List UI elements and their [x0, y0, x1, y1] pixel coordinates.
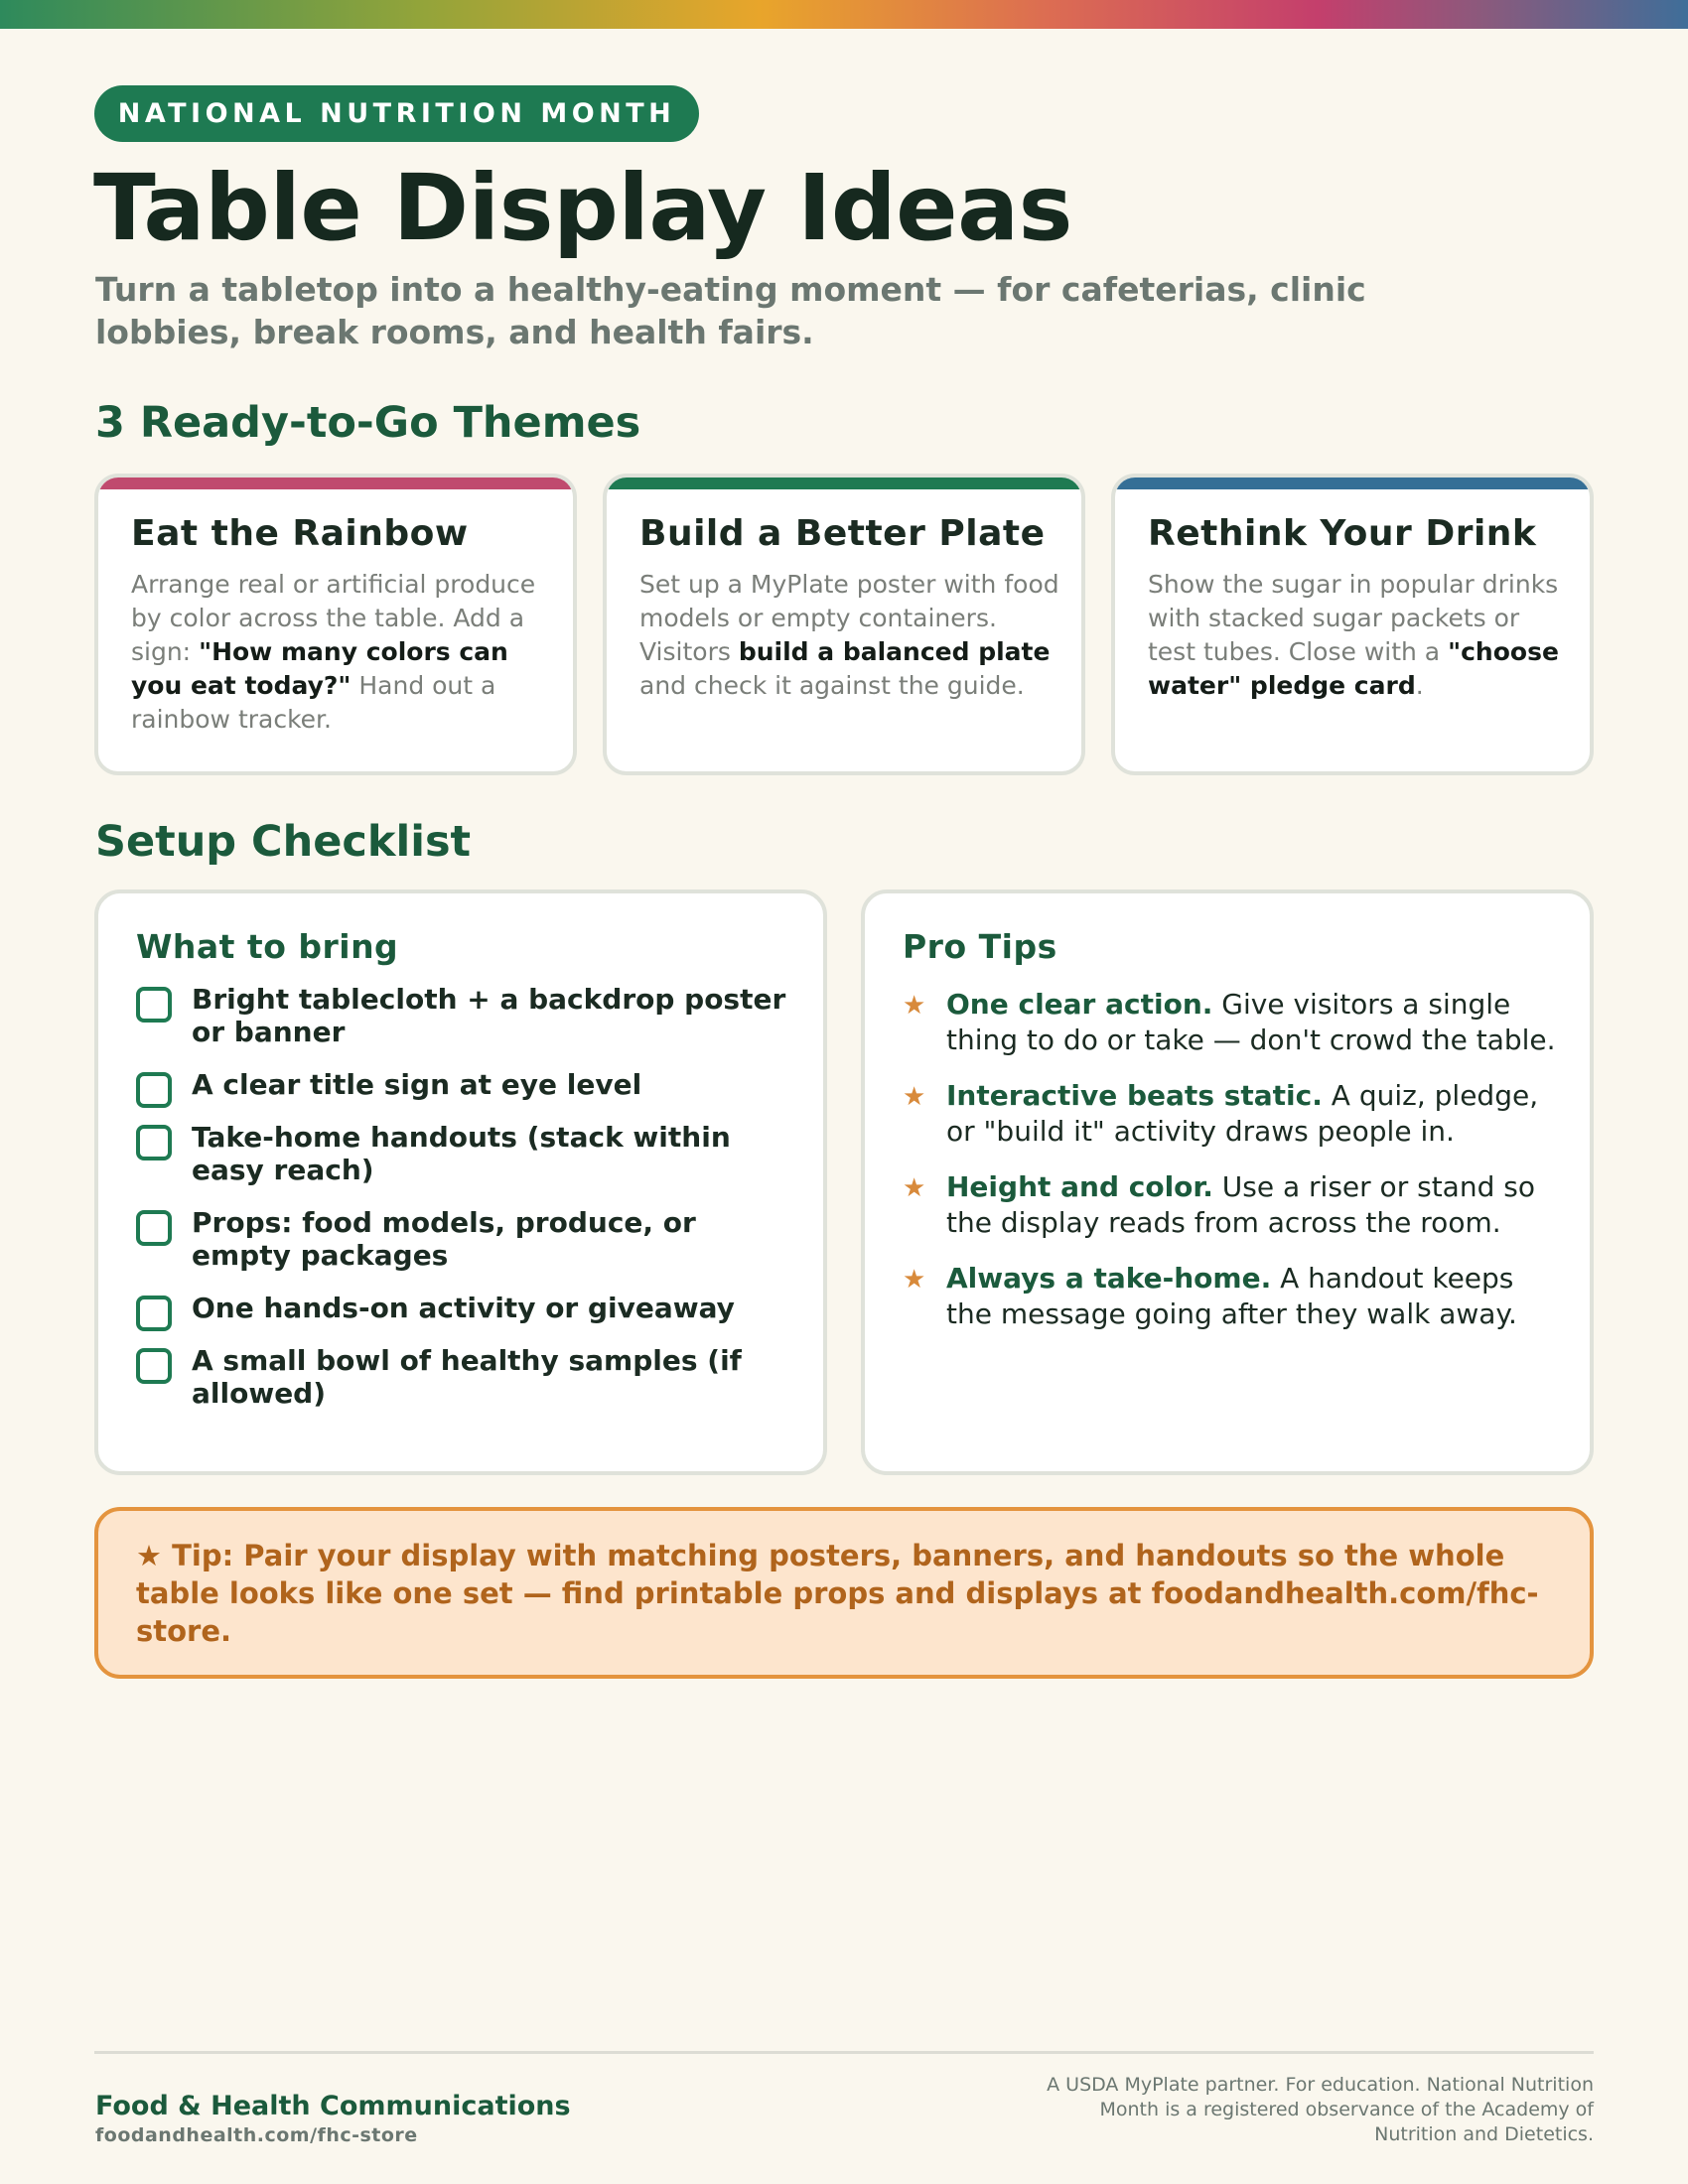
checkbox-icon[interactable] — [136, 1125, 172, 1160]
star-icon: ★ — [903, 1265, 926, 1295]
rainbow-top-bar — [0, 0, 1688, 29]
tip-item: ★ One clear action. Give visitors a single thing to do or take — don't crowd the table. — [903, 988, 1556, 1056]
star-icon: ★ — [903, 1173, 926, 1203]
checklist-item: Props: food models, produce, or empty packages — [136, 1206, 791, 1272]
checklist-item: One hands-on activity or giveaway — [136, 1292, 791, 1324]
card-accent-bar — [607, 478, 1081, 489]
card-accent-bar — [98, 478, 573, 489]
checkbox-icon[interactable] — [136, 1296, 172, 1331]
footer-organization: Food & Health Communications — [95, 2091, 571, 2121]
checklist-item: A clear title sign at eye level — [136, 1068, 791, 1101]
theme-card-rethink-your-drink — [1111, 474, 1594, 775]
card-accent-bar — [1115, 478, 1590, 489]
eyebrow-badge: NATIONAL NUTRITION MONTH — [94, 85, 699, 142]
checklist-item: Take-home handouts (stack within easy reach) — [136, 1121, 791, 1186]
tip-item: ★ Interactive beats static. A quiz, pledge, or "build it" activity draws people in. — [903, 1079, 1539, 1148]
tip-item: ★ Height and color. Use a riser or stand so the display reads from across the room. — [903, 1170, 1535, 1239]
theme-card-text: Arrange real or artificial produce by color across the table. Add a sign: "How many colors can you eat today?" Hand out a rainbow tracker. — [131, 570, 536, 734]
checklist-item: Bright tablecloth + a backdrop poster or banner — [136, 983, 791, 1048]
star-icon: ★ — [903, 991, 926, 1021]
star-icon: ★ — [903, 1082, 926, 1112]
theme-card-text: Show the sugar in popular drinks with stacked sugar packets or test tubes. Close with a "choose water" pledge card. — [1148, 570, 1559, 700]
footer-divider — [94, 2051, 1594, 2054]
theme-card-title: Rethink Your Drink — [1148, 513, 1537, 554]
theme-card-text: Set up a MyPlate poster with food models or empty containers. Visitors build a balanced plate and check it against the guide. — [639, 570, 1059, 700]
theme-card-title: Eat the Rainbow — [131, 513, 469, 554]
tip-item: ★ Always a take-home. A handout keeps the message going after they walk away. — [903, 1262, 1517, 1330]
footer-disclaimer: A USDA MyPlate partner. For education. National Nutrition Month is a registered observance of the Academy of Nutrition and Dietetics. — [1047, 2074, 1594, 2145]
theme-card-eat-the-rainbow — [94, 474, 577, 775]
themes-heading: 3 Ready-to-Go Themes — [95, 398, 641, 448]
tip-callout-text: ★ Tip: Pair your display with matching posters, banners, and handouts so the whole table looks like one set — find printable props and displays at foodandhealth.com/fhc-store. — [136, 1539, 1539, 1648]
checkbox-icon[interactable] — [136, 1348, 172, 1384]
theme-card-title: Build a Better Plate — [639, 513, 1046, 554]
page-title: Table Display Ideas — [93, 155, 1072, 261]
what-to-bring-panel — [94, 889, 827, 1475]
checkbox-icon[interactable] — [136, 1072, 172, 1108]
page-subtitle: Turn a tabletop into a healthy-eating moment — for cafeterias, clinic lobbies, break rooms, and health fairs. — [95, 270, 1366, 351]
bring-checklist — [136, 983, 791, 1430]
pro-tips-heading: Pro Tips — [903, 927, 1057, 966]
pro-tips-panel — [861, 889, 1594, 1475]
checklist-heading: Setup Checklist — [95, 817, 472, 867]
checkbox-icon[interactable] — [136, 1210, 172, 1246]
checklist-item: A small bowl of healthy samples (if allowed) — [136, 1344, 791, 1410]
checkbox-icon[interactable] — [136, 987, 172, 1023]
tip-callout — [94, 1507, 1594, 1679]
what-to-bring-heading: What to bring — [136, 927, 399, 966]
footer-url-link[interactable]: foodandhealth.com/fhc-store — [95, 2124, 418, 2146]
theme-card-build-a-better-plate — [603, 474, 1085, 775]
pro-tips-list — [903, 987, 1558, 1352]
